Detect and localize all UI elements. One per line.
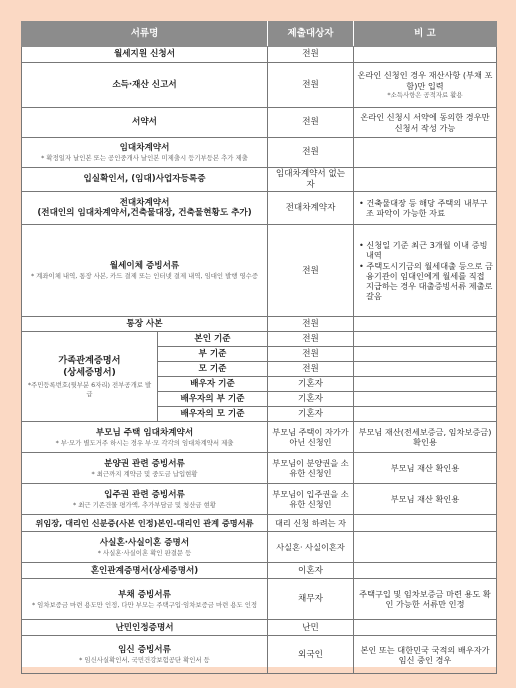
document-sheet (21, 21, 496, 667)
doc-name: 서약서 (22, 108, 268, 138)
doc-target: 전원 (268, 47, 354, 63)
table-row (22, 108, 497, 138)
table-row (22, 317, 497, 332)
doc-title: 부채 증빙서류 (118, 589, 171, 600)
doc-name (22, 636, 268, 674)
doc-note: 본인 또는 대한민국 국적의 배우자가 임신 중인 경우 (354, 636, 497, 674)
doc-name: 소득·재산 신고서 (22, 63, 268, 108)
table-row (22, 515, 497, 532)
doc-note (354, 138, 497, 168)
doc-note (354, 332, 497, 347)
note-bullet: • 주택도시기금의 월세대출 등으로 금융기관이 임대인에게 월세를 직접 지급하는 경우 대출증빙서류 제출로 갈음 (359, 260, 493, 302)
doc-target: 난민 (268, 620, 354, 636)
doc-note (354, 47, 497, 63)
doc-target: 전원 (268, 362, 354, 377)
doc-note (354, 192, 497, 225)
doc-title: 입주권 관련 증빙서류 (104, 489, 185, 500)
doc-sub: * 확정일자 날인본 또는 공인중개사 날인본 미제출시 등기부등본 추가 제출 (41, 153, 248, 162)
doc-note (354, 407, 497, 422)
note-small: *소득사항은 공적자료 활용 (387, 90, 463, 99)
doc-target: 대리 신청 하려는 자 (268, 515, 354, 532)
note-bullet: • 신청일 기준 최근 3개월 이내 증빙 내역 (359, 240, 488, 261)
doc-note: 부모님 재산(전세보증금, 임차보증금) 확인용 (354, 422, 497, 453)
doc-note: 부모님 재산 확인용 (354, 484, 497, 515)
doc-name: 난민인정증명서 (22, 620, 268, 636)
doc-title-2: (전대인의 임대차계약서,건축물대장, 건축물현황도 추가) (37, 208, 252, 219)
header-remarks: 비 고 (354, 22, 497, 47)
doc-target: 전원 (268, 108, 354, 138)
header-document-name: 서류명 (22, 22, 268, 47)
family-basis: 배우자 기준 (158, 377, 268, 392)
doc-title: 부모님 주택 임대차계약서 (95, 427, 194, 438)
table-row (22, 453, 497, 484)
doc-note: 온라인 신청시 서약에 동의한 경우만 신청서 작성 가능 (354, 108, 497, 138)
table-row (22, 620, 497, 636)
doc-target: 기혼자 (268, 407, 354, 422)
doc-title-2: (상세증명서) (63, 366, 116, 378)
family-basis: 모 기준 (158, 362, 268, 377)
doc-note (354, 362, 497, 377)
family-basis: 배우자의 모 기준 (158, 407, 268, 422)
table-row (22, 422, 497, 453)
doc-name: 월세지원 신청서 (22, 47, 268, 63)
doc-title: 사실혼·사실이혼 증명서 (99, 537, 190, 548)
doc-sub: * 임차보증금 마련 용도만 인정, 다만 부모는 주택구입·임차보증금 마련 용도 인정 (31, 600, 258, 609)
table-row (22, 636, 497, 674)
doc-name (22, 453, 268, 484)
doc-target: 전원 (268, 138, 354, 168)
doc-target: 사실혼· 사실이혼자 (268, 532, 354, 563)
doc-target: 외국인 (268, 636, 354, 674)
doc-title: 월세이체 증빙서류 (109, 261, 180, 272)
table-row (22, 138, 497, 168)
doc-target: 임대차계약서 없는 자 (268, 168, 354, 192)
table-row (22, 579, 497, 620)
doc-sub: * 부·모가 별도거주 하시는 경우 부·모 각각의 임대차계약서 제출 (55, 438, 234, 447)
table-row (22, 192, 497, 225)
doc-title: 전대차계약서 (119, 197, 170, 208)
doc-name (22, 192, 268, 225)
doc-note: 부모님 재산 확인용 (354, 453, 497, 484)
doc-note (354, 168, 497, 192)
doc-target: 부모님 주택이 자가가 아닌 신청인 (268, 422, 354, 453)
doc-target: 전원 (268, 332, 354, 347)
doc-note (354, 515, 497, 532)
doc-name (22, 484, 268, 515)
doc-name: 입실확인서, (임대)사업자등록증 (22, 168, 268, 192)
doc-target: 전원 (268, 63, 354, 108)
document-table (21, 21, 497, 674)
doc-name: 통장 사본 (22, 317, 268, 332)
doc-name: 위임장, 대리인 신분증(사본 인정)본인-대리인 관계 증명서류 (22, 515, 268, 532)
doc-sub: * 최근까지 계약금 및 중도금 납입현황 (91, 469, 198, 478)
doc-sub: * 임신사실확인서, 국민건강보험공단 확인서 등 (79, 656, 210, 665)
doc-target: 부모님이 분양권을 소유한 신청인 (268, 453, 354, 484)
doc-sub: *주민등록번호(뒷부분 6자리) 전부공개로 발급 (27, 381, 152, 398)
doc-sub: * 사실혼·사실이혼 확인 판결문 등 (97, 548, 192, 557)
table-row (22, 168, 497, 192)
doc-target: 채무자 (268, 579, 354, 620)
doc-note (354, 532, 497, 563)
table-row (22, 532, 497, 563)
doc-sub: * 최근 기존건물 평가액, 추가부담금 및 청산금 현황 (73, 500, 216, 509)
doc-title: 가족관계증명서 (58, 355, 121, 367)
note-bullet: • 건축물대장 등 해당 주택의 내부구조 파악이 가능한 자료 (359, 198, 488, 219)
family-basis: 본인 기준 (158, 332, 268, 347)
doc-note: 주택구입 및 임차보증금 마련 용도 확인 가능한 서류만 인정 (354, 579, 497, 620)
doc-sub: * 계좌이체 내역, 통장 사본, 카드 결제 또는 인터넷 결제 내역, 임대인 발행 영수증 (30, 272, 259, 281)
doc-note (354, 377, 497, 392)
family-basis: 배우자의 부 기준 (158, 392, 268, 407)
doc-note (354, 563, 497, 579)
doc-target: 전원 (268, 317, 354, 332)
doc-name: 혼인관계증명서(상세증명서) (22, 563, 268, 579)
doc-note (354, 620, 497, 636)
doc-note (354, 317, 497, 332)
note-text: 온라인 신청인 경우 재산사항 (부채 포함)만 입력 (357, 70, 493, 91)
family-basis: 부 기준 (158, 347, 268, 362)
header-target: 제출대상자 (268, 22, 354, 47)
table-row (22, 63, 497, 108)
table-row (22, 484, 497, 515)
table-row (22, 225, 497, 317)
doc-title: 분양권 관련 증빙서류 (104, 458, 185, 469)
family-doc-name (22, 332, 158, 422)
doc-note (354, 392, 497, 407)
doc-target: 이혼자 (268, 563, 354, 579)
doc-target: 전대차계약자 (268, 192, 354, 225)
doc-title: 임신 증빙서류 (118, 645, 171, 656)
doc-note (354, 347, 497, 362)
table-row (22, 563, 497, 579)
doc-target: 전원 (268, 347, 354, 362)
doc-name (22, 422, 268, 453)
table-header-row (22, 22, 497, 47)
doc-name (22, 579, 268, 620)
doc-title: 임대차계약서 (119, 142, 170, 153)
doc-name (22, 138, 268, 168)
doc-target: 부모님이 입주권을 소유한 신청인 (268, 484, 354, 515)
table-row (22, 47, 497, 63)
table-row (22, 332, 497, 347)
doc-name (22, 532, 268, 563)
doc-target: 전원 (268, 225, 354, 317)
doc-note (354, 63, 497, 108)
doc-target: 기혼자 (268, 377, 354, 392)
doc-target: 기혼자 (268, 392, 354, 407)
doc-note (354, 225, 497, 317)
doc-name (22, 225, 268, 317)
